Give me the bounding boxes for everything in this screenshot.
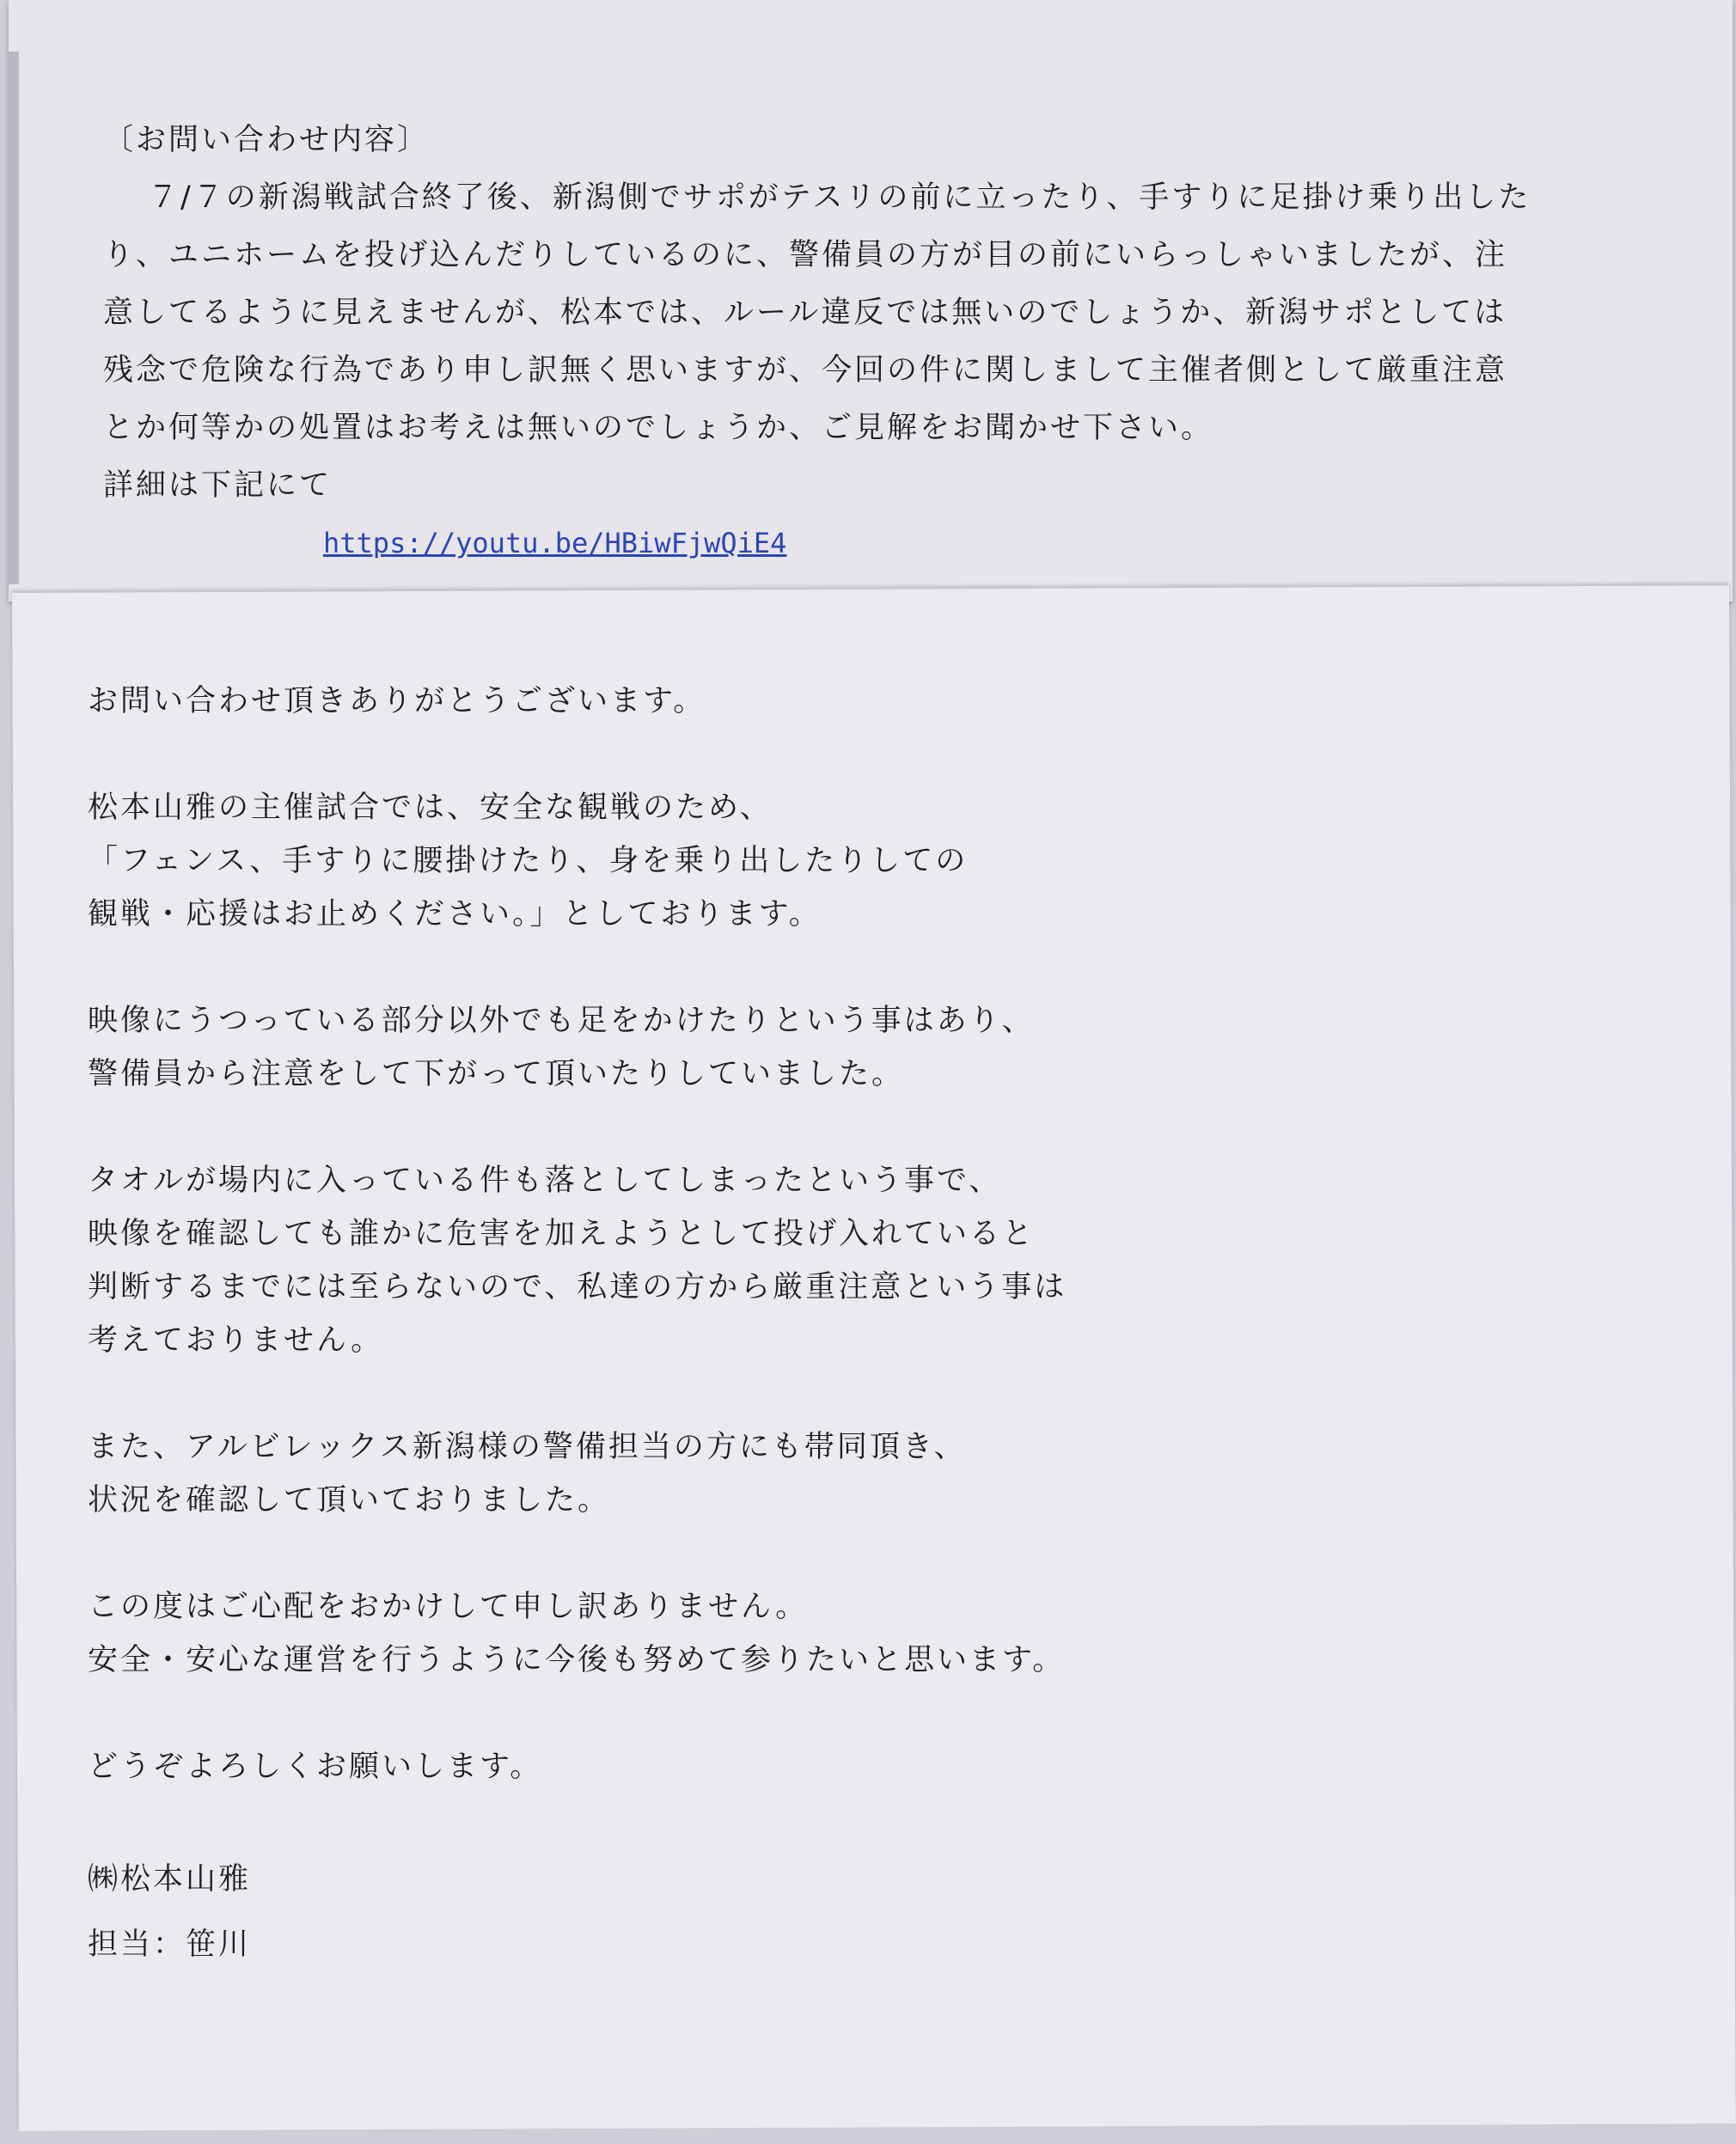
paragraph-gap <box>88 728 1067 781</box>
reply-line: 「フェンス、手すりに腰掛けたり、身を乗り出したりしての <box>88 844 969 878</box>
reply-line: 状況を確認して頂いておりました。 <box>88 1483 611 1518</box>
inquiry-line: とか何等かの処置はお考えは無いのでしょうか、ご見解をお聞かせ下さい。 <box>103 411 1214 445</box>
paragraph-gap <box>88 1793 1067 1847</box>
paragraph-gap <box>88 941 1067 994</box>
reply-line: 観戦・応援はお止めください。」としております。 <box>88 897 822 932</box>
sheet-edge-shadow <box>9 52 19 584</box>
reply-line: 映像を確認しても誰かに危害を加えようとして投げ入れていると <box>88 1217 1036 1251</box>
reply-line: この度はご心配をおかけして申し訳ありません。 <box>88 1590 809 1624</box>
reply-line: 考えておりません。 <box>88 1323 384 1358</box>
reply-line: タオルが場内に入っている件も落としてしまったという事で、 <box>88 1164 1002 1198</box>
paragraph-gap <box>88 1687 1067 1740</box>
signature-contact: 担当：笹川 <box>88 1927 252 1962</box>
inquiry-line: 意してるように見えませんが、松本では、ルール違反では無いのでしょうか、新潟サポとしては <box>103 296 1507 330</box>
reply-line: 判断するまでには至らないので、私達の方から厳重注意という事は <box>88 1270 1067 1304</box>
inquiry-line: り、ユニホームを投げ込んだりしているのに、警備員の方が目の前にいらっしゃいましたが、注 <box>103 238 1508 272</box>
signature-company: ㈱松本山雅 <box>88 1862 252 1897</box>
reply-line: また、アルビレックス新潟様の警備担当の方にも帯同頂き、 <box>88 1430 967 1464</box>
reply-closing: どうぞよろしくお願いします。 <box>88 1750 543 1784</box>
paragraph-gap <box>88 1367 1067 1420</box>
reply-greeting: お問い合わせ頂きありがとうございます。 <box>88 684 706 718</box>
inquiry-line: 詳細は下記にて <box>103 468 333 503</box>
reply-line: 警備員から注意をして下がって頂いたりしていました。 <box>88 1057 905 1091</box>
reply-text-block <box>88 675 1067 1977</box>
inquiry-heading: 〔お問い合わせ内容〕 <box>103 123 431 157</box>
paragraph-gap <box>88 1527 1067 1580</box>
youtube-link[interactable]: https://youtu.be/HBiwFjwQiE4 <box>323 527 787 559</box>
reply-line: 映像にうつっている部分以外でも足をかけたりという事はあり、 <box>88 1004 1035 1038</box>
inquiry-line: 残念で危険な行為であり申し訳無く思いますが、今回の件に関しまして主催者側として厳重注意 <box>103 353 1508 388</box>
inquiry-link-row <box>103 515 1531 572</box>
inquiry-line: ７/７の新潟戦試合終了後、新潟側でサポがテスリの前に立ったり、手すりに足掛け乗り出した <box>148 180 1531 215</box>
inquiry-text-block <box>103 112 1531 572</box>
reply-line: 安全・安心な運営を行うように今後も努めて参りたいと思います。 <box>88 1643 1066 1677</box>
paragraph-gap <box>88 1101 1067 1154</box>
reply-line: 松本山雅の主催試合では、安全な観戦のため、 <box>88 791 773 825</box>
